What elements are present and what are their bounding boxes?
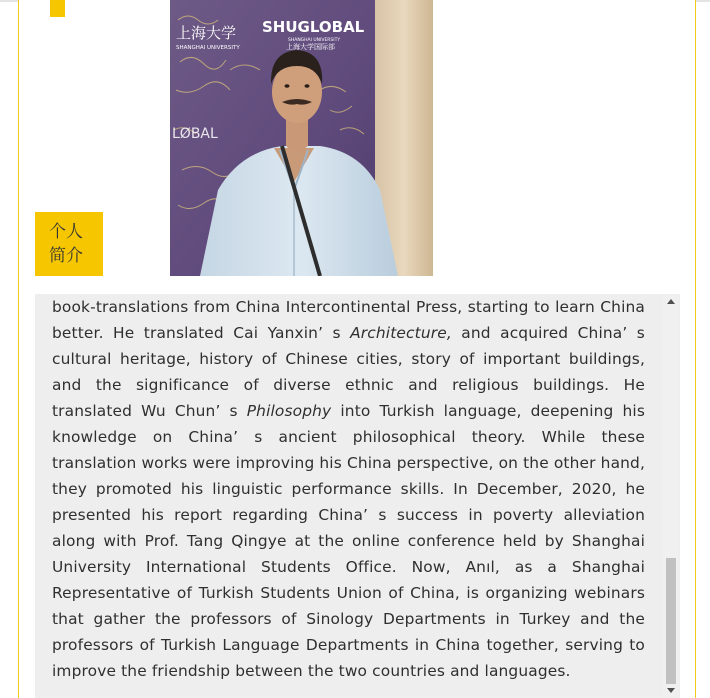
- wall-left-global-logo: LØBAL: [172, 126, 218, 142]
- scrollbar-thumb[interactable]: [666, 558, 676, 684]
- bio-book-philosophy: Philosophy: [246, 402, 332, 420]
- bio-scroll-area[interactable]: [35, 294, 680, 698]
- profile-tag-line1: 个人: [49, 222, 83, 242]
- profile-photo: [170, 0, 433, 276]
- corner-accent-square: [50, 0, 65, 17]
- wall-shu-logo: SHUGL: [262, 18, 319, 36]
- bio-segment-1: book-translations from China Intercontinental Press, starting to learn China better. He translated Cai Yanxin’ s: [52, 298, 645, 342]
- wall-shu-logo-o: O: [318, 18, 332, 36]
- wall-shu-logo-chinese: 上海大学国际部: [286, 43, 335, 51]
- wall-left-english-logo: SHANGHAI UNIVERSITY: [176, 45, 240, 51]
- bio-paragraph: [52, 294, 645, 684]
- bio-book-architecture: Architecture,: [350, 324, 452, 342]
- triangle-down-icon[interactable]: [663, 684, 679, 698]
- wall-shu-logo-sub: SHANGHAI UNIVERSITY: [288, 38, 341, 43]
- profile-section-tag: [35, 212, 103, 276]
- profile-tag-line2: 简介: [49, 246, 83, 266]
- wall-left-chinese-logo: 上海大学: [176, 24, 237, 42]
- bio-segment-2: and acquired China’ s cultural heritage, history of Chinese cities, story of important buildings, and the significance of diverse ethnic and religious buildings. He translated Wu Chun’ s: [52, 324, 645, 420]
- bio-scrollbar[interactable]: [663, 294, 679, 698]
- bio-segment-3: into Turkish language, deepening his knowledge on China’ s ancient philosophical theory. While these translation works were improving his China perspective, on the other hand, they promoted his linguistic performance skills. In December, 2020, he presented his report regarding China’ s success in poverty alleviation along with Prof. Tang Qingye at the online conference held by Shanghai University International Students Office. Now, Anıl, as a Shanghai Representative of Turkish Students Union of China, is organizing webinars that gather the professors of Sinology Departments in Turkey and the professors of Turkish Language Departments in China together, serving to improve the friendship between the two countries and languages.: [52, 402, 646, 680]
- bio-text: [52, 294, 645, 684]
- wall-shu-logo-rest: BAL: [331, 18, 365, 36]
- triangle-up-icon[interactable]: [663, 294, 679, 310]
- svg-text:SHUGLOBAL: [262, 18, 365, 36]
